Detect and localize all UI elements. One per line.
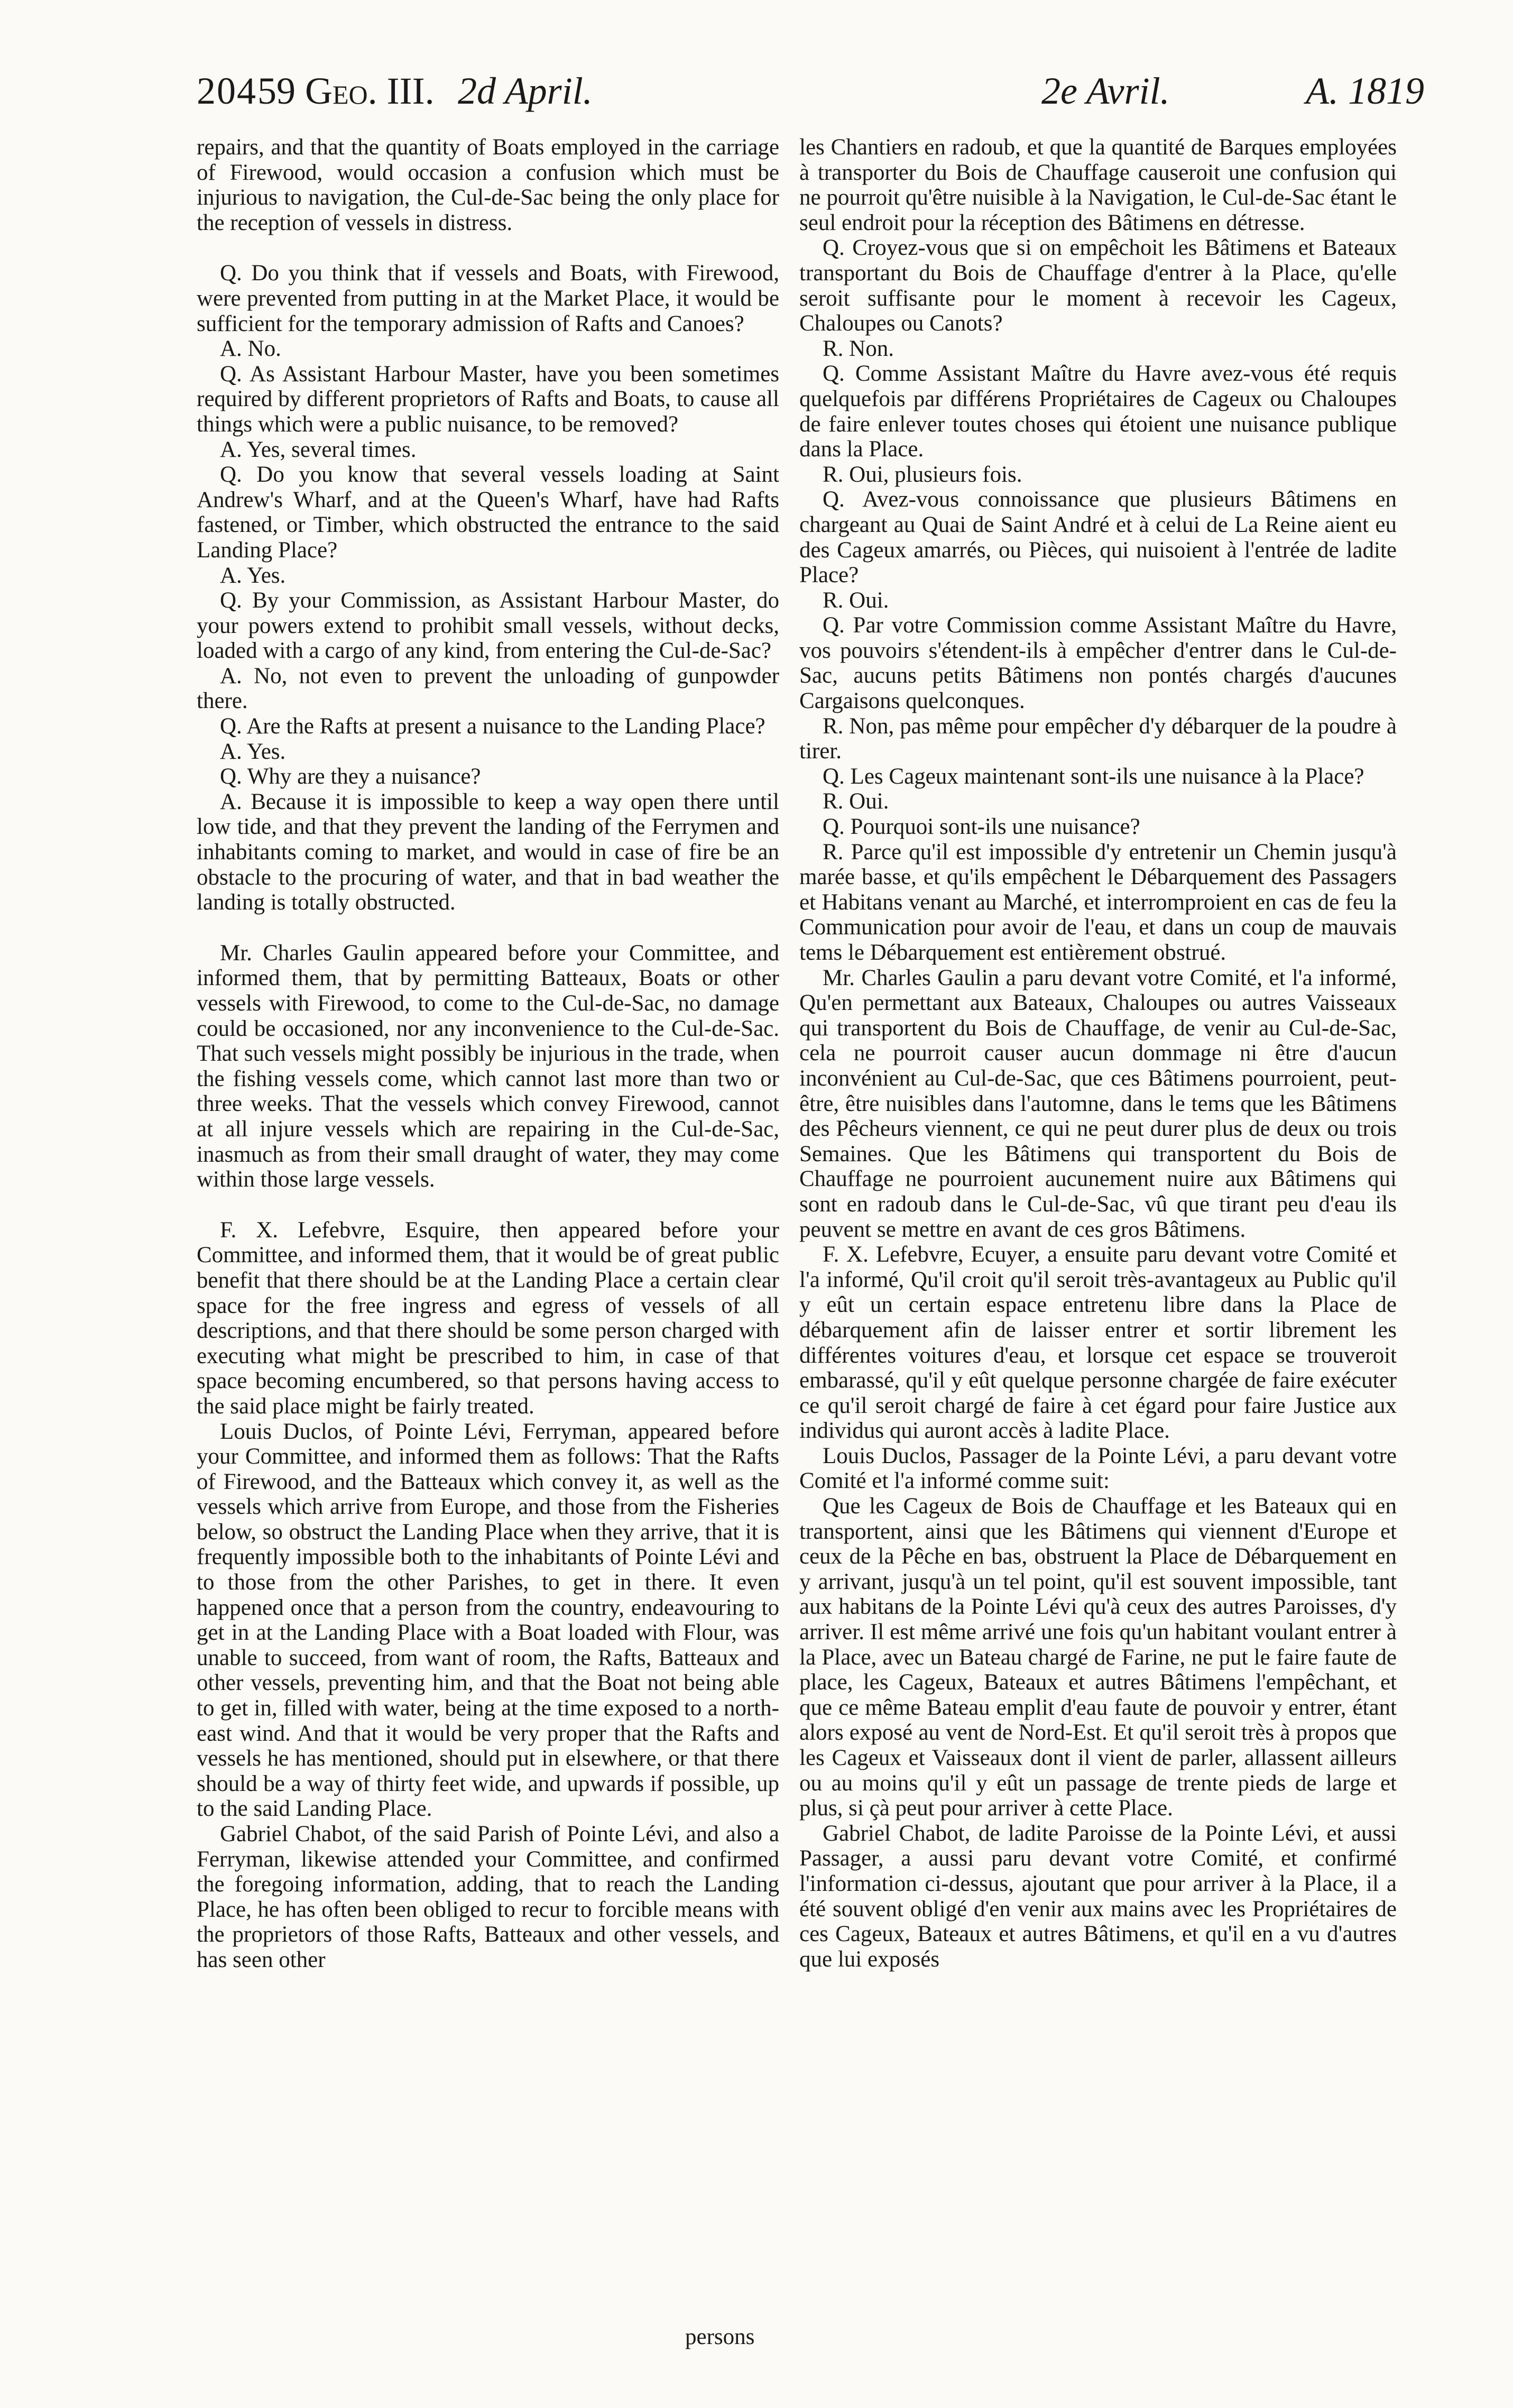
paragraph: F. X. Lefebvre, Ecuyer, a ensuite paru devant votre Comité et l'a informé, Qu'il croit qu'il seroit très-avantageux au Public qu'il y eût un certain espace entretenu libre dans la Place de débarquement afin de laisser entrer et sortir librement les différentes voitures d'eau, et lorsque cet espace se trouveroit embarassé, qu'il y eût quelque personne chargée de faire exécuter ce qu'il seroit chargé de faire à cet égard pour faire Justice aux individus qui auront accès à ladite Place.	[799, 1242, 1397, 1444]
paragraph: Q. By your Commission, as Assistant Harbour Master, do your powers extend to prohibit small vessels, without decks, loaded with a cargo of any kind, from entering the Cul-de-Sac?	[197, 588, 779, 664]
paragraph: A. No, not even to prevent the unloading of gunpowder there.	[197, 663, 779, 714]
paragraph: Q. Pourquoi sont-ils une nuisance?	[823, 814, 1140, 840]
paragraph: R. Non.	[823, 336, 894, 361]
french-column	[799, 135, 1397, 1972]
paragraph: Que les Cageux de Bois de Chauffage et les Bateaux qui en transportent, ainsi que les Bâtimens qui viennent d'Europe et ceux de la Pêche en bas, obstruent la Place de Débarquement en y arrivant, jusqu'à un tel point, qu'il est souvent impossible, tant aux habitans de la Pointe Lévi qu'à ceux des autres Paroisses, d'y arriver. Il est même arrivé une fois qu'un habitant voulant entrer à la Place, avec un Bateau chargé de Farine, ne put le faire faute de place, les Cageux, Bateaux et autres Bâtimens l'empêchant, et que ce même Bateau emplit d'eau faute de pouvoir y entrer, étant alors exposé au vent de Nord-Est. Et qu'il seroit très à propos que les Cageux et Vaisseaux dont il vient de parler, allassent ailleurs ou au moins qu'il y eût un passage de trente pieds de large et plus, si çà peut pour arriver à cette Place.	[799, 1494, 1397, 1821]
date-french: 2e Avril.	[1041, 70, 1170, 112]
paragraph: Q. Par votre Commission comme Assistant Maître du Havre, vos pouvoirs s'étendent-ils à empêcher d'entrer dans le Cul-de-Sac, aucuns petits Bâtimens non pontés chargés d'aucunes Cargaisons quelconques.	[799, 613, 1397, 714]
paragraph: R. Oui.	[823, 587, 889, 613]
paragraph: Q. Are the Rafts at present a nuisance to the Landing Place?	[220, 714, 765, 739]
paragraph: R. Parce qu'il est impossible d'y entretenir un Chemin jusqu'à marée basse, et qu'ils empêchent le Débarquement des Passagers et Habitans venant au Marché, et interromproient en cas de feu la Communication pour avoir de l'eau, et dans un coup de mauvais tems le Débarquement est entièrement obstrué.	[799, 839, 1397, 965]
paragraph: R. Oui.	[823, 789, 889, 814]
paragraph: Q. Les Cageux maintenant sont-ils une nuisance à la Place?	[823, 764, 1364, 789]
paragraph: A. Yes, several times.	[220, 437, 417, 462]
paragraph: A. Yes.	[220, 739, 286, 764]
paragraph: Q. Croyez-vous que si on empêchoit les Bâtimens et Bateaux transportant du Bois de Chauffage d'entrer à la Place, qu'elle seroit suffisante pour le moment à recevoir les Cageux, Chaloupes ou Canots?	[799, 235, 1397, 336]
paragraph: les Chantiers en radoub, et que la quantité de Barques employées à transporter du Bois de Chauffage causeroit une confusion qui ne pourroit qu'être nuisible à la Navigation, le Cul-de-Sac étant le seul endroit pour la réception des Bâtimens en détresse.	[799, 135, 1397, 235]
paragraph: Q. Comme Assistant Maître du Havre avez-vous été requis quelquefois par différens Propriétaires de Cageux ou Chaloupes de faire enlever toutes choses qui étoient une nuisance publique dans la Place.	[799, 361, 1397, 462]
paragraph: Louis Duclos, Passager de la Pointe Lévi, a paru devant votre Comité et l'a informé comme suit:	[799, 1443, 1397, 1494]
english-column	[197, 135, 779, 1973]
paragraph: Gabriel Chabot, of the said Parish of Pointe Lévi, and also a Ferryman, likewise attended your Committee, and confirmed the foregoing information, adding, that to reach the Landing Place, he has often been obliged to recur to forcible means with the proprietors of those Rafts, Batteaux and other vessels, and has seen other	[197, 1822, 779, 1972]
page-number: 204	[197, 70, 257, 112]
paragraph: R. Oui, plusieurs fois.	[823, 462, 1022, 487]
catchword: persons	[685, 2324, 755, 2349]
paragraph: repairs, and that the quantity of Boats employed in the carriage of Firewood, would occasion a confusion which must be injurious to navigation, the Cul-de-Sac being the only place for the reception of vessels in distress.	[197, 135, 779, 235]
paragraph: A. Because it is impossible to keep a way open there until low tide, and that they prevent the landing of the Ferrymen and inhabitants coming to market, and would in case of fire be an obstacle to the procuring of water, and that in bad weather the landing is totally obstructed.	[197, 789, 779, 915]
paragraph: Q. Why are they a nuisance?	[220, 764, 481, 789]
paragraph: A. No.	[220, 336, 281, 362]
paragraph: Q. Avez-vous connoissance que plusieurs Bâtimens en chargeant au Quai de Saint André et à celui de La Reine aient eu des Cageux amarrés, ou Pièces, qui nuisoient à l'entrée de ladite Place?	[799, 487, 1397, 588]
date-english: 2d April.	[458, 70, 593, 112]
year: A. 1819	[1306, 70, 1424, 112]
paragraph: A. Yes.	[220, 563, 286, 588]
regnal-year: 59 Geo. III.	[257, 70, 435, 112]
paragraph: Q. As Assistant Harbour Master, have you been sometimes required by different proprietors of Rafts and Boats, to cause all things which were a public nuisance, to be removed?	[197, 361, 779, 437]
paragraph: Mr. Charles Gaulin appeared before your Committee, and informed them, that by permitting Batteaux, Boats or other vessels with Firewood, to come to the Cul-de-Sac, no damage could be occasioned, nor any inconvenience to the Cul-de-Sac. That such vessels might possibly be injurious in the trade, when the fishing vessels come, which cannot last more than two or three weeks. That the vessels which convey Firewood, cannot at all injure vessels which are repairing in the Cul-de-Sac, inasmuch as from their small draught of water, they may come within those large vessels.	[197, 940, 779, 1192]
paragraph: Louis Duclos, of Pointe Lévi, Ferryman, appeared before your Committee, and informed them as follows: That the Rafts of Firewood, and the Batteaux which convey it, as well as the vessels which arrive from Europe, and those from the Fisheries below, so obstruct the Landing Place when they arrive, that it is frequently impossible both to the inhabitants of Pointe Lévi and to those from the other Parishes, to get in there. It even happened once that a person from the country, endeavouring to get in at the Landing Place with a Boat loaded with Flour, was unable to succeed, from want of room, the Rafts, Batteaux and other vessels, preventing him, and that the Boat not being able to get in, filled with water, being at the time exposed to a north-east wind. And that it would be very proper that the Rafts and vessels he has mentioned, should put in elsewhere, or that there should be a way of thirty feet wide, and upwards if possible, up to the said Landing Place.	[197, 1419, 779, 1822]
paragraph: Mr. Charles Gaulin a paru devant votre Comité, et l'a informé, Qu'en permettant aux Bateaux, Chaloupes ou autres Vaisseaux qui transportent du Bois de Chauffage, de venir au Cul-de-Sac, cela ne pourroit causer aucun dommage ni être d'aucun inconvénient au Cul-de-Sac, que ces Bâtimens pourroient, peut-être, être nuisibles dans l'automne, dans le tems que les Bâtimens des Pêcheurs viennent, ce qui ne peut durer plus de deux ou trois Semaines. Que les Bâtimens qui transportent du Bois de Chauffage ne pourroient aucunement nuire aux Bâtimens qui sont en radoub dans le Cul-de-Sac, vû que tirant peu d'eau ils peuvent se mettre en avant de ces gros Bâtimens.	[799, 965, 1397, 1242]
paragraph: F. X. Lefebvre, Esquire, then appeared before your Committee, and informed them, that it would be of great public benefit that there should be at the Landing Place a certain clear space for the free ingress and egress of vessels of all descriptions, and that there should be some person charged with executing what might be prescribed to him, in case of that space becoming encumbered, so that persons having access to the said place might be fairly treated.	[197, 1217, 779, 1419]
paragraph: Gabriel Chabot, de ladite Paroisse de la Pointe Lévi, et aussi Passager, a aussi paru devant votre Comité, et confirmé l'information ci-dessus, ajoutant que pour arriver à la Place, il a été souvent obligé d'en venir aux mains avec les Propriétaires de ces Cageux, Bateaux et autres Bâtimens, et qu'il en a vu d'autres que lui exposés	[799, 1821, 1397, 1972]
paragraph: Q. Do you know that several vessels loading at Saint Andrew's Wharf, and at the Queen's Wharf, have had Rafts fastened, or Timber, which obstructed the entrance to the said Landing Place?	[197, 462, 779, 563]
paragraph: Q. Do you think that if vessels and Boats, with Firewood, were prevented from putting in at the Market Place, it would be sufficient for the temporary admission of Rafts and Canoes?	[197, 261, 779, 336]
running-header	[197, 59, 1461, 123]
paragraph: R. Non, pas même pour empêcher d'y débarquer de la poudre à tirer.	[799, 713, 1397, 764]
